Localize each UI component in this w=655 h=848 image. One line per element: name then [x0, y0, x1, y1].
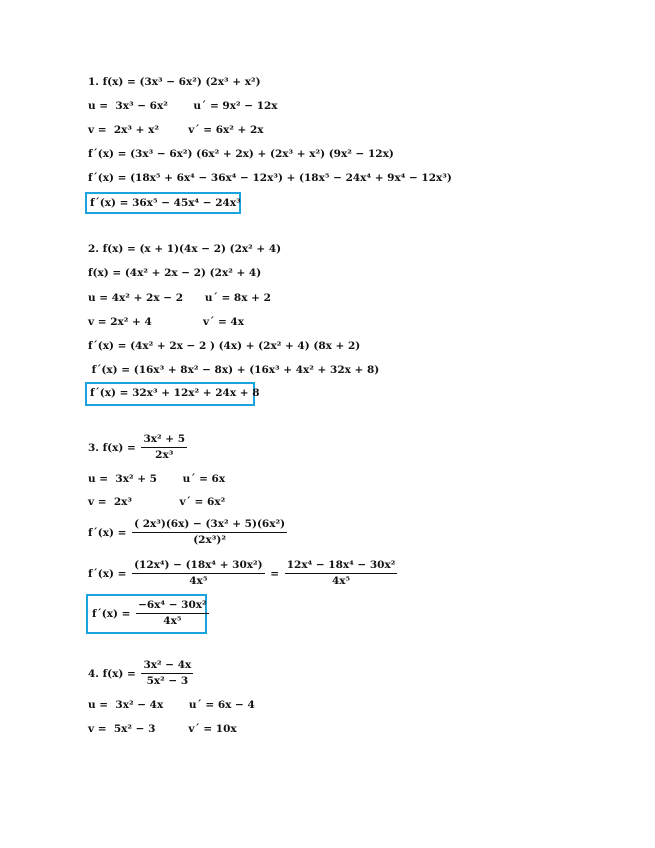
- p2-u-line: u = 4x² + 2x − 2 u´ = 8x + 2: [88, 292, 271, 304]
- p3-d1-label: f´(x) =: [88, 526, 127, 539]
- p2-derivative-step2: f´(x) = (16x³ + 8x² − 8x) + (16x³ + 4x² + 32x + 8): [88, 364, 380, 376]
- p3-d2b-denominator: 4x⁵: [331, 575, 351, 587]
- p3-numerator: 3x² + 5: [141, 433, 187, 448]
- p1-u-line: u = 3x³ − 6x² u´ = 9x² − 12x: [88, 100, 278, 112]
- p4-function-label: 4. f(x) =: [88, 667, 136, 680]
- p3-d1-denominator: (2x³)²: [193, 534, 226, 546]
- p3-answer-fraction: [136, 599, 209, 628]
- p1-answer-box: [85, 192, 241, 214]
- p3-u-line: u = 3x² + 5 u´ = 6x: [88, 473, 226, 485]
- p1-derivative-step1: f´(x) = (3x³ − 6x²) (6x² + 2x) + (2x³ + x²) (9x² − 12x): [88, 148, 394, 160]
- p4-denominator: 5x² − 3: [146, 675, 189, 687]
- p3-d2-equals: =: [270, 567, 280, 580]
- p3-denominator: 2x³: [155, 449, 174, 461]
- p4-function-fraction: [141, 659, 193, 688]
- p2-answer-box: [85, 382, 260, 406]
- p2-answer: f´(x) = 32x³ + 12x² + 24x + 8: [90, 387, 260, 399]
- p1-v-line: v = 2x³ + x² v´ = 6x² + 2x: [88, 124, 264, 136]
- p3-answer-denominator: 4x⁵: [163, 615, 182, 627]
- p3-d1-fraction: [132, 518, 287, 547]
- p3-answer-box: [86, 594, 207, 634]
- p3-function: [88, 433, 189, 462]
- p4-v-line: v = 5x² − 3 v´ = 10x: [88, 723, 237, 735]
- p2-v-line: v = 2x² + 4 v´ = 4x: [88, 316, 244, 328]
- p3-d1-numerator: ( 2x³)(6x) − (3x² + 5)(6x²): [132, 518, 287, 533]
- p2-function: 2. f(x) = (x + 1)(4x − 2) (2x² + 4): [88, 243, 282, 255]
- p1-derivative-step2: f´(x) = (18x⁵ + 6x⁴ − 36x⁴ − 12x³) + (18x⁵ − 24x⁴ + 9x⁴ − 12x³): [88, 172, 452, 184]
- p4-numerator: 3x² − 4x: [141, 659, 193, 674]
- p3-d2b-fraction: [285, 559, 398, 588]
- p3-function-fraction: [141, 433, 187, 462]
- p3-function-label: 3. f(x) =: [88, 441, 136, 454]
- p3-d2b-numerator: 12x⁴ − 18x⁴ − 30x²: [285, 559, 398, 574]
- p3-v-line: v = 2x³ v´ = 6x²: [88, 496, 226, 508]
- p4-function: [88, 659, 195, 688]
- p3-derivative-step2: [88, 559, 399, 588]
- p3-d2-denominator: 4x⁵: [189, 575, 208, 587]
- p2-expanded: f(x) = (4x² + 2x − 2) (2x² + 4): [88, 267, 262, 279]
- p2-derivative-step1: f´(x) = (4x² + 2x − 2 ) (4x) + (2x² + 4) (8x + 2): [88, 340, 361, 352]
- p3-answer-label: f´(x) =: [92, 607, 131, 620]
- p1-answer: f´(x) = 36x⁵ − 45x⁴ − 24x³: [90, 197, 241, 209]
- p3-d2-fraction: [132, 559, 265, 588]
- p3-derivative-step1: [88, 518, 289, 547]
- p3-answer-numerator: −6x⁴ − 30x²: [136, 599, 209, 614]
- p3-d2-numerator: (12x⁴) − (18x⁴ + 30x²): [132, 559, 265, 574]
- p3-d2-label: f´(x) =: [88, 567, 127, 580]
- p4-u-line: u = 3x² − 4x u´ = 6x − 4: [88, 699, 255, 711]
- p1-function: 1. f(x) = (3x³ − 6x²) (2x³ + x²): [88, 76, 261, 88]
